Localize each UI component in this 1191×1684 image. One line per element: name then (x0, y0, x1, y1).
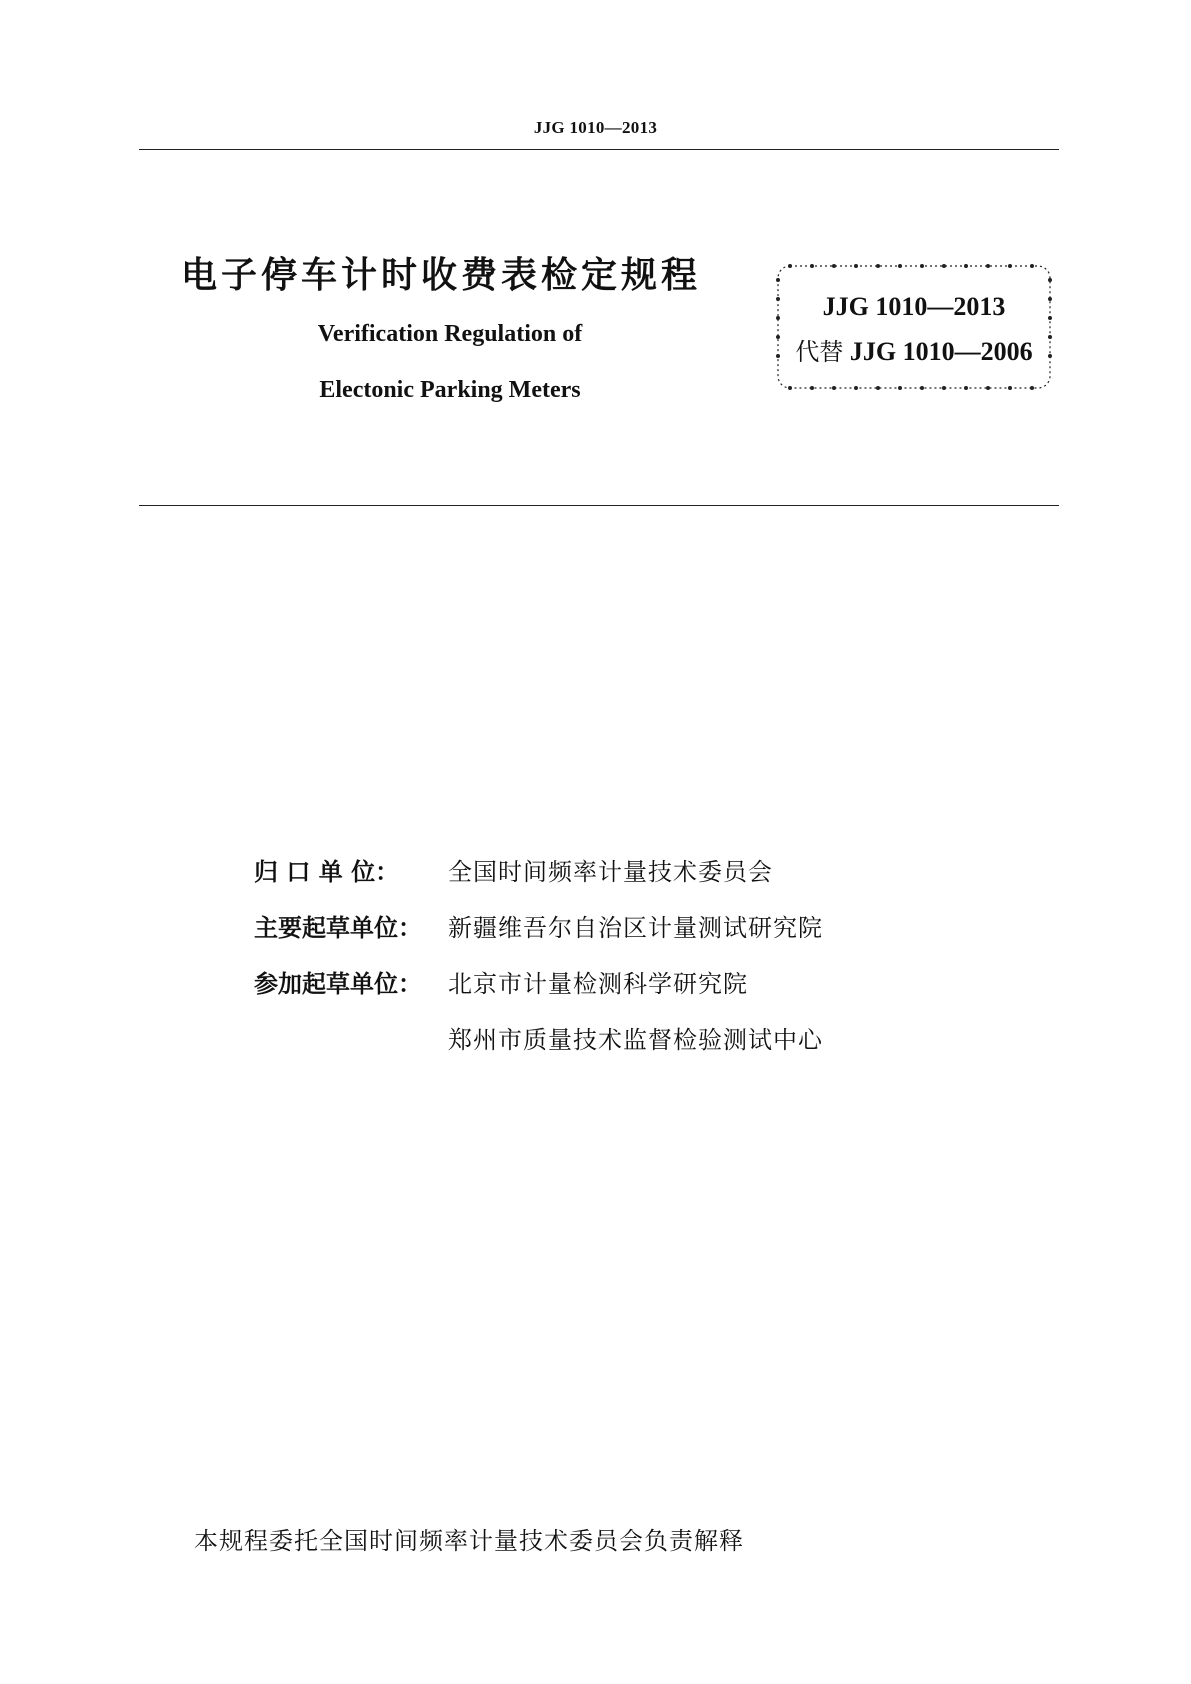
standard-code-box (774, 262, 1054, 392)
border-bead (1030, 386, 1034, 390)
org-value: 全国时间频率计量技术委员会 (448, 858, 773, 886)
border-bead (854, 386, 858, 390)
running-head: JJG 1010—2013 (533, 118, 658, 137)
org-row-participating-drafter-2 (254, 1020, 823, 1055)
border-bead (1008, 264, 1012, 268)
border-bead (1048, 278, 1052, 282)
border-bead (986, 386, 990, 390)
border-bead (876, 264, 880, 268)
border-bead (898, 264, 902, 268)
org-row-main-drafter (254, 908, 823, 943)
border-bead (898, 386, 902, 390)
border-bead (964, 264, 968, 268)
interpretation-note: 本规程委托全国时间频率计量技术委员会负责解释 (194, 1527, 744, 1555)
title-english-line2: Electonic Parking Meters (319, 377, 581, 403)
border-bead (832, 264, 836, 268)
border-bead (776, 278, 780, 282)
border-bead (876, 386, 880, 390)
org-value: 郑州市质量技术监督检验测试中心 (448, 1026, 823, 1054)
border-bead (810, 386, 814, 390)
replaces-line (774, 332, 1054, 367)
code-box-border (774, 262, 1054, 392)
org-row-participating-drafter (254, 964, 748, 999)
org-value: 北京市计量检测科学研究院 (448, 970, 748, 998)
org-label: 归 口 单 位： (254, 858, 400, 886)
border-bead (832, 386, 836, 390)
border-bead (1030, 264, 1034, 268)
border-bead (920, 264, 924, 268)
border-bead (986, 264, 990, 268)
title-chinese: 电子停车计时收费表检定规程 (181, 255, 702, 296)
replaced-code: JJG 1010—2006 (849, 337, 1033, 366)
standard-code: JJG 1010—2013 (822, 292, 1006, 321)
border-bead (810, 264, 814, 268)
border-bead (942, 264, 946, 268)
org-label: 参加起草单位： (254, 970, 422, 998)
org-value: 新疆维吾尔自治区计量测试研究院 (448, 914, 823, 942)
header-divider (139, 149, 1059, 150)
title-english-line1: Verification Regulation of (317, 321, 583, 347)
org-row-responsible-unit (254, 852, 773, 887)
border-bead (920, 386, 924, 390)
org-label: 主要起草单位： (254, 914, 422, 942)
border-bead (942, 386, 946, 390)
border-bead (964, 386, 968, 390)
section-divider (139, 505, 1059, 506)
replaces-prefix: 代替 (795, 338, 844, 366)
border-bead (788, 386, 792, 390)
border-bead (1008, 386, 1012, 390)
border-bead (854, 264, 858, 268)
border-bead (788, 264, 792, 268)
